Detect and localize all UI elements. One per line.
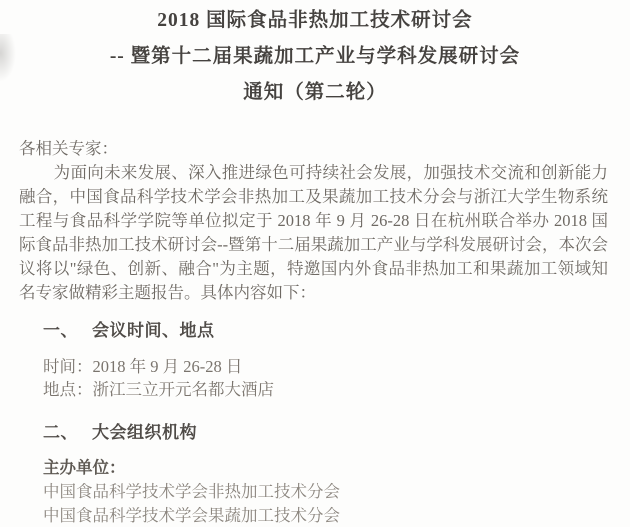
title-line-1: 2018 国际食品非热加工技术研讨会: [157, 10, 473, 31]
meeting-location-line: 地点：浙江三立开元名都大酒店: [43, 380, 274, 399]
document-body: [19, 137, 608, 527]
salutation: 各相关专家：: [19, 139, 118, 158]
organizer-label: 主办单位：: [43, 458, 126, 477]
section-2-number: 二、: [43, 423, 78, 442]
section-1-heading: [43, 319, 608, 343]
section-1-number: 一、: [43, 321, 78, 340]
meeting-time-line: 时间：2018 年 9 月 26-28 日: [43, 357, 243, 376]
section-2-heading: [43, 421, 608, 445]
section-1-title: 会议时间、地点: [92, 321, 215, 340]
section-organization: [19, 421, 608, 527]
organizer-line-1: 中国食品科学技术学会非热加工技术分会: [43, 482, 340, 501]
section-2-title: 大会组织机构: [92, 423, 197, 442]
organizer-line-2: 中国食品科学技术学会果蔬加工技术分会: [43, 506, 340, 525]
section-meeting-time-location: [19, 319, 608, 401]
title-line-2: -- 暨第十二届果蔬加工产业与学科发展研讨会: [109, 46, 521, 67]
intro-paragraph: 为面向未来发展、深入推进绿色可持续社会发展，加强技术交流和创新能力融合，中国食品科学技术学会非热加工及果蔬加工技术分会与浙江大学生物系统工程与食品科学学院等单位拟定于 2018 年 9 月 26-28 日在杭州联合举办 2018 国际食品非热加工技术研讨会--暨第十二届果蔬加工产业与学科发展研讨会，本次会议将以"绿色、创新、融合"为主题，特邀国内外食品非热加工和果蔬加工领域知名专家做精彩主题报告。具体内容如下：: [19, 163, 608, 302]
title-line-3: 通知（第二轮）: [243, 82, 387, 103]
document-title-block: [0, 0, 630, 111]
